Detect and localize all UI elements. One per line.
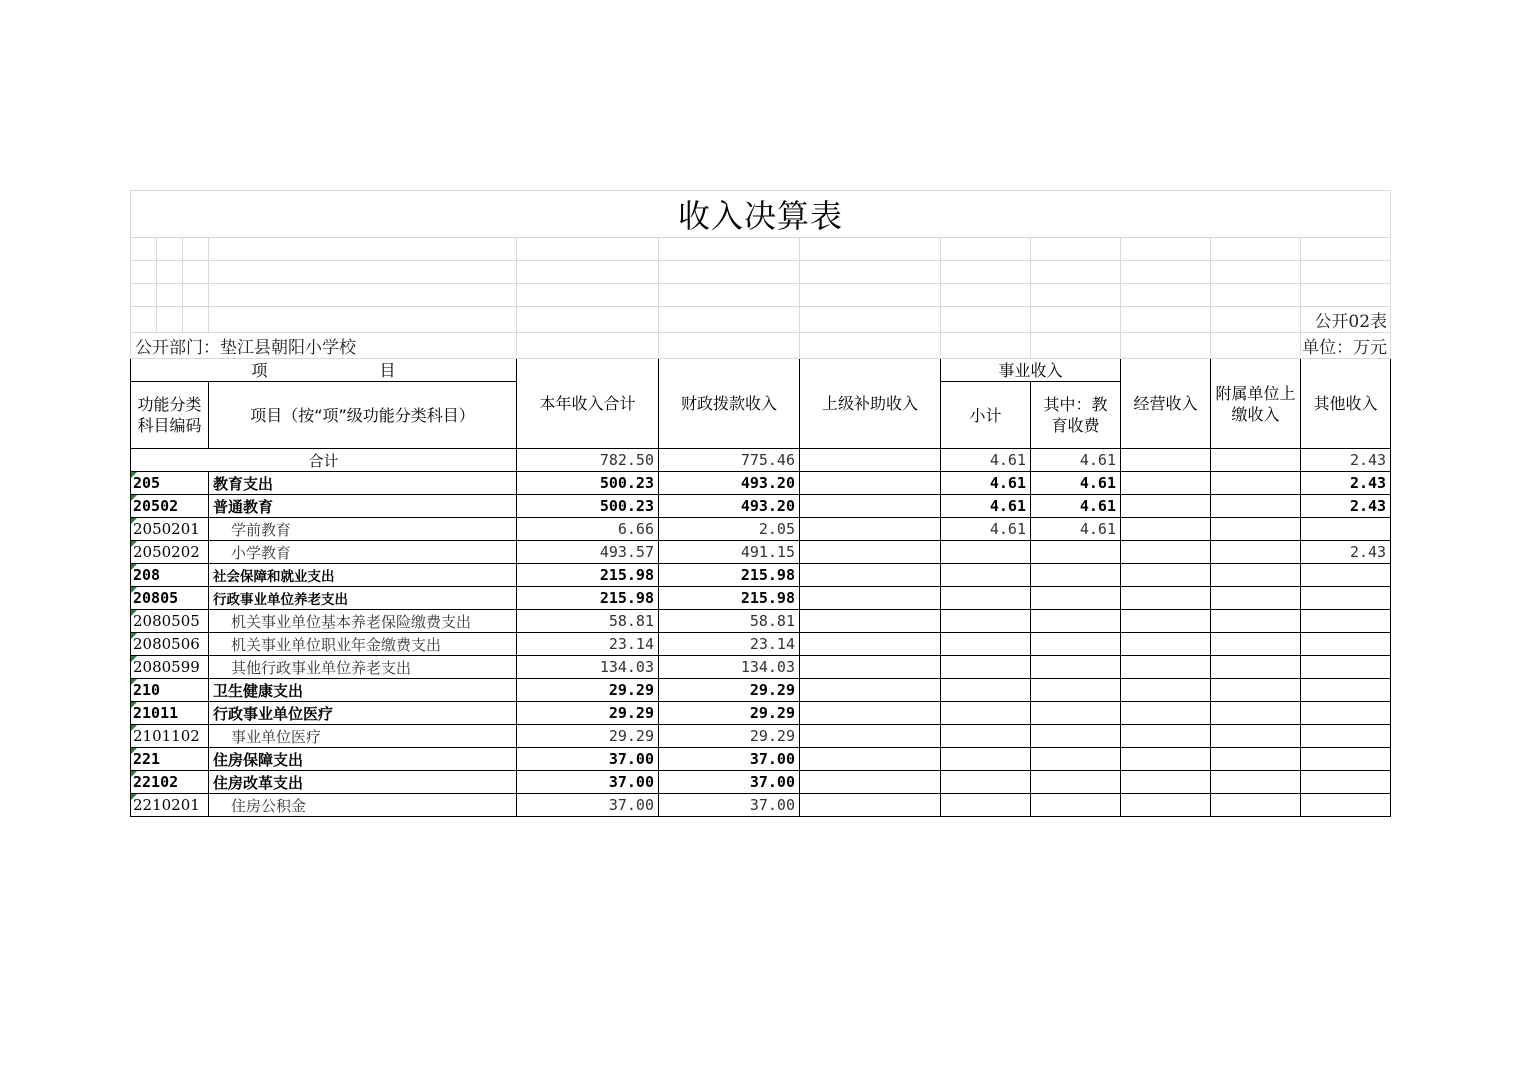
total-cell: 29.29 — [517, 679, 659, 702]
table-row — [131, 472, 1391, 495]
header-item: 项 目 — [131, 359, 517, 382]
affiliated-cell — [1211, 725, 1301, 748]
table-row — [131, 541, 1391, 564]
affiliated-cell — [1211, 541, 1301, 564]
code-cell — [131, 748, 209, 771]
edu-fee-cell: 4.61 — [1031, 518, 1121, 541]
affiliated-cell — [1211, 564, 1301, 587]
table-row — [131, 656, 1391, 679]
operating-cell — [1121, 725, 1211, 748]
total-cell: 37.00 — [517, 794, 659, 817]
edu-fee-cell — [1031, 633, 1121, 656]
subtotal-cell: 4.61 — [941, 518, 1031, 541]
affiliated-cell — [1211, 679, 1301, 702]
total-cell: 37.00 — [517, 748, 659, 771]
header-operating: 经营收入 — [1121, 359, 1211, 449]
code-text: 205 — [133, 474, 161, 492]
fiscal-cell: 493.20 — [659, 495, 800, 518]
subtotal-cell — [941, 725, 1031, 748]
affiliated-cell — [1211, 771, 1301, 794]
fiscal-cell: 29.29 — [659, 679, 800, 702]
subtotal-cell — [941, 771, 1031, 794]
subtotal-cell: 4.61 — [941, 495, 1031, 518]
superior-cell — [800, 633, 941, 656]
affiliated-cell — [1211, 587, 1301, 610]
edu-fee-cell: 4.61 — [1031, 495, 1121, 518]
subtotal-cell — [941, 702, 1031, 725]
total-cell: 493.57 — [517, 541, 659, 564]
code-text: 21011 — [133, 704, 179, 722]
total-cell: 782.50 — [517, 449, 659, 472]
table-row — [131, 495, 1391, 518]
table-row — [131, 633, 1391, 656]
total-cell: 29.29 — [517, 702, 659, 725]
superior-cell — [800, 564, 941, 587]
other-cell — [1301, 725, 1391, 748]
total-cell: 215.98 — [517, 587, 659, 610]
other-cell: 2.43 — [1301, 541, 1391, 564]
comment-marker-icon — [131, 472, 137, 478]
other-cell: 2.43 — [1301, 449, 1391, 472]
total-cell: 37.00 — [517, 771, 659, 794]
department-label: 公开部门：垫江县朝阳小学校 — [131, 333, 517, 359]
edu-fee-cell — [1031, 679, 1121, 702]
other-cell: 2.43 — [1301, 472, 1391, 495]
affiliated-cell — [1211, 702, 1301, 725]
table-row — [131, 748, 1391, 771]
other-cell — [1301, 771, 1391, 794]
item-name-cell: 机关事业单位基本养老保险缴费支出 — [209, 610, 517, 633]
code-text: 221 — [133, 750, 161, 768]
edu-fee-cell — [1031, 656, 1121, 679]
edu-fee-cell — [1031, 702, 1121, 725]
subtotal-cell — [941, 587, 1031, 610]
unit-label: 单位：万元 — [1301, 333, 1391, 359]
total-cell: 29.29 — [517, 725, 659, 748]
edu-fee-cell — [1031, 725, 1121, 748]
code-cell — [131, 541, 209, 564]
header-superior: 上级补助收入 — [800, 359, 941, 449]
affiliated-cell — [1211, 610, 1301, 633]
affiliated-cell — [1211, 495, 1301, 518]
item-name-cell: 机关事业单位职业年金缴费支出 — [209, 633, 517, 656]
edu-fee-cell — [1031, 771, 1121, 794]
total-cell: 500.23 — [517, 495, 659, 518]
item-name-cell: 事业单位医疗 — [209, 725, 517, 748]
fiscal-cell: 215.98 — [659, 587, 800, 610]
other-cell — [1301, 633, 1391, 656]
comment-marker-icon — [131, 587, 137, 593]
code-text: 2101102 — [133, 727, 200, 745]
fiscal-cell: 215.98 — [659, 564, 800, 587]
table-body — [131, 472, 1391, 817]
fiscal-cell: 134.03 — [659, 656, 800, 679]
other-cell — [1301, 702, 1391, 725]
subtotal-cell — [941, 656, 1031, 679]
other-cell — [1301, 679, 1391, 702]
fiscal-cell: 37.00 — [659, 794, 800, 817]
operating-cell — [1121, 633, 1211, 656]
affiliated-cell — [1211, 748, 1301, 771]
superior-cell — [800, 679, 941, 702]
edu-fee-cell: 4.61 — [1031, 449, 1121, 472]
total-row — [131, 449, 1391, 472]
comment-marker-icon — [131, 771, 137, 777]
total-cell: 23.14 — [517, 633, 659, 656]
code-text: 20805 — [133, 589, 179, 607]
item-name-cell: 住房公积金 — [209, 794, 517, 817]
affiliated-cell — [1211, 633, 1301, 656]
code-text: 2050201 — [133, 520, 200, 538]
total-cell: 500.23 — [517, 472, 659, 495]
other-cell — [1301, 610, 1391, 633]
item-name-cell: 社会保障和就业支出 — [209, 564, 517, 587]
comment-marker-icon — [131, 633, 137, 639]
subtotal-cell — [941, 633, 1031, 656]
item-name-cell: 行政事业单位医疗 — [209, 702, 517, 725]
superior-cell — [800, 794, 941, 817]
table-row — [131, 771, 1391, 794]
operating-cell — [1121, 748, 1211, 771]
code-cell — [131, 518, 209, 541]
other-cell — [1301, 518, 1391, 541]
operating-cell — [1121, 702, 1211, 725]
table-row — [131, 794, 1391, 817]
code-text: 2080506 — [133, 635, 200, 653]
table-row — [131, 610, 1391, 633]
subtotal-cell — [941, 679, 1031, 702]
comment-marker-icon — [131, 564, 137, 570]
operating-cell — [1121, 518, 1211, 541]
item-name-cell: 学前教育 — [209, 518, 517, 541]
fiscal-cell: 23.14 — [659, 633, 800, 656]
code-cell — [131, 702, 209, 725]
item-name-cell: 住房改革支出 — [209, 771, 517, 794]
header-code: 功能分类科目编码 — [131, 382, 209, 449]
edu-fee-cell — [1031, 748, 1121, 771]
comment-marker-icon — [131, 495, 137, 501]
item-name-cell: 教育支出 — [209, 472, 517, 495]
superior-cell — [800, 495, 941, 518]
edu-fee-cell — [1031, 794, 1121, 817]
form-number: 公开02表 — [1301, 307, 1391, 333]
operating-cell — [1121, 679, 1211, 702]
total-cell: 58.81 — [517, 610, 659, 633]
code-text: 210 — [133, 681, 161, 699]
fiscal-cell: 775.46 — [659, 449, 800, 472]
fiscal-cell: 29.29 — [659, 725, 800, 748]
item-name-cell: 卫生健康支出 — [209, 679, 517, 702]
fiscal-cell: 29.29 — [659, 702, 800, 725]
code-cell — [131, 633, 209, 656]
table-row — [131, 679, 1391, 702]
fiscal-cell: 493.20 — [659, 472, 800, 495]
affiliated-cell — [1211, 449, 1301, 472]
superior-cell — [800, 725, 941, 748]
operating-cell — [1121, 564, 1211, 587]
comment-marker-icon — [131, 518, 137, 524]
fiscal-cell: 58.81 — [659, 610, 800, 633]
superior-cell — [800, 587, 941, 610]
code-text: 20502 — [133, 497, 179, 515]
code-cell — [131, 587, 209, 610]
fiscal-cell: 37.00 — [659, 771, 800, 794]
subtotal-cell: 4.61 — [941, 472, 1031, 495]
code-text: 2210201 — [133, 796, 200, 814]
edu-fee-cell — [1031, 541, 1121, 564]
item-name-cell: 普通教育 — [209, 495, 517, 518]
item-name-cell: 行政事业单位养老支出 — [209, 587, 517, 610]
code-cell — [131, 564, 209, 587]
header-other: 其他收入 — [1301, 359, 1391, 449]
header-edu-fee: 其中：教育收费 — [1031, 382, 1121, 449]
comment-marker-icon — [131, 725, 137, 731]
subtotal-cell — [941, 610, 1031, 633]
superior-cell — [800, 449, 941, 472]
code-cell — [131, 771, 209, 794]
page-title: 收入决算表 — [131, 191, 1391, 238]
code-text: 208 — [133, 566, 161, 584]
code-cell — [131, 794, 209, 817]
operating-cell — [1121, 771, 1211, 794]
header-item-name: 项目（按“项”级功能分类科目） — [209, 382, 517, 449]
superior-cell — [800, 518, 941, 541]
affiliated-cell — [1211, 656, 1301, 679]
operating-cell — [1121, 449, 1211, 472]
code-text: 22102 — [133, 773, 179, 791]
other-cell — [1301, 656, 1391, 679]
other-cell — [1301, 794, 1391, 817]
edu-fee-cell — [1031, 587, 1121, 610]
subtotal-cell: 4.61 — [941, 449, 1031, 472]
operating-cell — [1121, 541, 1211, 564]
header-total: 本年收入合计 — [517, 359, 659, 449]
other-cell — [1301, 564, 1391, 587]
header-subtotal: 小计 — [941, 382, 1031, 449]
code-text: 2050202 — [133, 543, 200, 561]
operating-cell — [1121, 472, 1211, 495]
table-row — [131, 518, 1391, 541]
total-cell: 6.66 — [517, 518, 659, 541]
operating-cell — [1121, 610, 1211, 633]
code-cell — [131, 610, 209, 633]
income-final-accounts-table — [130, 190, 1391, 817]
item-name-cell: 其他行政事业单位养老支出 — [209, 656, 517, 679]
superior-cell — [800, 656, 941, 679]
item-name-cell: 住房保障支出 — [209, 748, 517, 771]
code-cell — [131, 472, 209, 495]
superior-cell — [800, 771, 941, 794]
affiliated-cell — [1211, 472, 1301, 495]
total-label: 合计 — [131, 449, 517, 472]
table-row — [131, 725, 1391, 748]
total-cell: 215.98 — [517, 564, 659, 587]
subtotal-cell — [941, 541, 1031, 564]
comment-marker-icon — [131, 656, 137, 662]
code-cell — [131, 679, 209, 702]
table-row — [131, 564, 1391, 587]
fiscal-cell: 37.00 — [659, 748, 800, 771]
header-affiliated: 附属单位上缴收入 — [1211, 359, 1301, 449]
comment-marker-icon — [131, 748, 137, 754]
affiliated-cell — [1211, 518, 1301, 541]
table-row — [131, 702, 1391, 725]
code-cell — [131, 725, 209, 748]
operating-cell — [1121, 587, 1211, 610]
edu-fee-cell — [1031, 564, 1121, 587]
superior-cell — [800, 472, 941, 495]
comment-marker-icon — [131, 679, 137, 685]
subtotal-cell — [941, 564, 1031, 587]
operating-cell — [1121, 495, 1211, 518]
fiscal-cell: 491.15 — [659, 541, 800, 564]
other-cell — [1301, 587, 1391, 610]
code-text: 2080599 — [133, 658, 200, 676]
superior-cell — [800, 610, 941, 633]
other-cell: 2.43 — [1301, 495, 1391, 518]
edu-fee-cell: 4.61 — [1031, 472, 1121, 495]
affiliated-cell — [1211, 794, 1301, 817]
fiscal-cell: 2.05 — [659, 518, 800, 541]
operating-cell — [1121, 656, 1211, 679]
superior-cell — [800, 748, 941, 771]
item-name-cell: 小学教育 — [209, 541, 517, 564]
code-cell — [131, 495, 209, 518]
superior-cell — [800, 541, 941, 564]
code-cell — [131, 656, 209, 679]
superior-cell — [800, 702, 941, 725]
header-fiscal: 财政拨款收入 — [659, 359, 800, 449]
total-cell: 134.03 — [517, 656, 659, 679]
code-text: 2080505 — [133, 612, 200, 630]
operating-cell — [1121, 794, 1211, 817]
comment-marker-icon — [131, 610, 137, 616]
comment-marker-icon — [131, 541, 137, 547]
other-cell — [1301, 748, 1391, 771]
table-row — [131, 587, 1391, 610]
comment-marker-icon — [131, 702, 137, 708]
header-business: 事业收入 — [941, 359, 1121, 382]
subtotal-cell — [941, 748, 1031, 771]
subtotal-cell — [941, 794, 1031, 817]
comment-marker-icon — [131, 794, 137, 800]
edu-fee-cell — [1031, 610, 1121, 633]
